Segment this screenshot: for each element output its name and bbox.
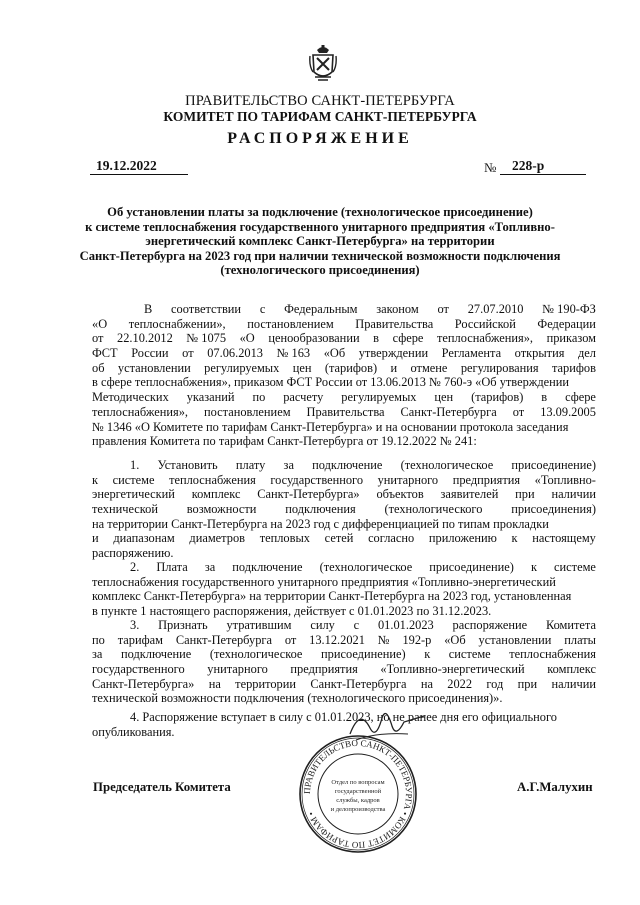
text-word: предприятия [290,662,358,677]
text-word: платы [564,632,596,647]
text-word: согласно [368,531,415,546]
text-word: 13.09.2005 [540,404,596,419]
subject-line: (технологического присоединения) [220,263,420,278]
text-word: плату [235,458,266,472]
text-word: 4. Распоряжение вступает в силу с 01.01.2023, но не ранее дня его официального [130,710,557,724]
text-word: Комитета [545,618,596,632]
text-word: системе [112,472,155,487]
text-word: в пункте 1 настоящего распоряжения, действует с 01.01.2023 по 31.12.2023. [92,604,492,619]
text-word: к [92,472,99,487]
text-word: № 190-ФЗ [542,302,596,316]
text-line [92,317,596,332]
text-word: силу [310,618,335,632]
text-word: 13.12.2021 [309,632,365,647]
document-subject [0,205,640,278]
text-word: на [208,676,221,691]
text-line [92,517,596,532]
committee-title: КОМИТЕТ ПО ТАРИФАМ САНКТ-ПЕТЕРБУРГА [163,109,477,124]
text-word: об [92,360,105,375]
text-word: утверждении [358,346,429,361]
text-word: присоединение) [511,458,596,472]
text-word: в сфере теплоснабжения», приказом ФСТ России от 13.06.2013 № 760-э «Об утверждении [92,375,570,390]
text-word: дел [578,346,596,361]
text-word: год [486,676,504,691]
text-word: № 1075 [186,331,227,346]
text-line [92,531,596,546]
text-word: государственного [92,662,185,677]
text-word: Российской [454,316,516,331]
text-word: ФСТ [92,346,118,361]
text-word: по [92,632,105,647]
text-line [92,420,596,435]
text-line [92,589,596,604]
text-word: ценообразовании [268,331,360,346]
text-line [92,434,596,449]
text-word: унитарного [207,662,268,677]
text-line [92,346,596,361]
text-word: территории [235,676,296,691]
text-word: регулируемых [341,390,417,405]
text-word: теплоснабжения [509,647,596,662]
text-word: расчету [283,390,324,405]
text-word: 01.01.2023 [377,618,434,632]
text-word: подключение [120,647,192,662]
text-word: Санкт-Петербурга» [257,487,360,502]
text-word: «Топливно- [534,472,596,487]
text-word: с [259,302,266,316]
subject-line: Об установлении платы за подключение (технологическое присоединение) [107,205,533,219]
text-word: «О [239,331,255,346]
text-word: к [424,647,431,662]
text-word: в [373,331,379,346]
text-word: регулируемых [204,360,280,375]
text-word: соответствии [171,302,242,316]
official-stamp [296,732,420,856]
text-word: 1. [130,458,140,472]
text-word: унитарного [377,472,439,487]
text-word: подключение [312,458,383,472]
text-word: подключения [285,502,356,517]
text-word: Признать [158,618,208,632]
government-title: ПРАВИТЕЛЬСТВО САНКТ-ПЕТЕРБУРГА [185,93,455,109]
text-word: Санкт-Петербурга [310,676,407,691]
text-word: системе [554,560,596,574]
text-word: тарифов [551,360,596,375]
text-word: законом [376,302,419,316]
text-word: к [530,560,537,574]
text-word: опубликования. [92,724,175,739]
number-sign: № [484,160,497,175]
signatory-name: А.Г.Малухин [517,780,593,794]
text-word: Установить [157,458,218,472]
text-word: Правительства [355,316,434,331]
text-word: Плата [156,560,188,574]
text-word: «Об [323,346,346,361]
text-word: на территории Санкт-Петербурга на 2023 год с дифференциацией по типам прокладки [92,516,549,531]
text-word: 27.07.2010 [467,302,524,316]
text-word: приложению [428,531,497,546]
text-line [92,575,596,590]
text-word: от [182,346,194,361]
paragraph-item-1 [92,458,596,561]
text-word: постановлением [247,316,334,331]
text-word: технической [92,502,158,517]
text-word: с [353,618,360,632]
text-word: системе [448,647,491,662]
document-number: 228-р [500,158,586,175]
text-word: утратившим [226,618,292,632]
text-word: в [541,390,548,405]
text-word: 192-р [402,632,432,647]
text-word: наличии [551,676,596,691]
stamp-inner-line: Отдел по вопросам [331,779,385,786]
text-word: при [515,487,535,502]
text-word: сфере [565,390,596,405]
text-word: «Топливно-энергетический [380,662,525,677]
text-line [92,405,596,420]
text-word: Правительства [306,404,385,419]
text-word: по [252,390,266,405]
text-word: № [377,632,390,647]
text-word: Федерации [537,316,596,331]
text-word: распоряжению. [92,546,174,561]
subject-line: Санкт-Петербурга на 2023 год при наличии технической возможности подключения [79,248,561,263]
text-word: Федеральным [284,302,358,316]
text-word: от [437,302,449,316]
text-word: государственного [270,472,364,487]
text-word: теплоснабжения», [92,404,189,419]
text-word: «О [92,316,108,331]
text-word: комплекс [547,662,596,677]
text-word: присоединение) [429,560,514,574]
signatory-position: Председатель Комитета [93,780,231,794]
text-word: «Об [444,632,466,647]
text-word: отмене [410,360,448,375]
text-line [92,361,596,376]
document-date: 19.12.2022 [90,158,188,175]
text-word: на [420,676,433,691]
text-line [92,487,596,502]
text-word: 2022 [447,676,473,691]
text-word: объектов [376,487,424,502]
text-word: настоящему [532,531,596,546]
paragraph-item-2 [92,560,596,619]
text-line [92,677,596,692]
stamp-inner-line: государственной [334,788,382,795]
text-word: тарифам [117,632,163,647]
text-word: Санкт-Петербурга» [92,676,195,691]
text-line [92,375,596,390]
text-word: 2. [130,560,140,574]
text-word: к [511,531,518,546]
text-word: (тарифов) [471,390,524,405]
document-type: РАСПОРЯЖЕНИЕ [227,130,413,147]
text-word: (тарифов) [324,360,378,375]
text-word: (технологического [384,502,483,517]
text-word: России [131,346,169,361]
text-word: Методических [92,390,169,405]
text-word: указаний [186,390,235,405]
text-line [92,458,596,473]
stamp-ring-text: ПРАВИТЕЛЬСТВО САНКТ-ПЕТЕРБУРГА • КОМИТЕТ ПО ТАРИФАМ • [301,737,415,851]
text-word: сетей [324,531,354,546]
text-line [92,618,596,633]
text-word: теплоснабжения [169,472,256,487]
text-line [92,647,596,662]
text-line [92,604,596,619]
text-word: постановлением [204,404,291,419]
text-word: цен [434,390,454,405]
text-line [92,473,596,488]
text-word: (технологическое [319,560,413,574]
text-word: присоединение) [321,647,406,662]
text-line [92,546,596,561]
text-word: открытия [514,346,565,361]
text-word: Регламента [441,346,502,361]
text-line [92,691,596,706]
text-word: при [517,676,538,691]
text-word: комплекс [191,487,241,502]
text-word: за [283,458,294,472]
text-word: распоряжение [452,618,528,632]
text-word: от [284,632,297,647]
text-line [92,633,596,648]
text-word: регулирования [460,360,539,375]
text-word: возможности [186,502,257,517]
subject-line: к системе теплоснабжения государственного унитарного предприятия «Топливно- [85,219,555,234]
text-word: тепловых [259,531,310,546]
text-word: цен [292,360,312,375]
text-word: 22.10.2012 [117,331,173,346]
text-word: технической возможности подключения (технологического присоединения)». [92,691,503,706]
text-word: от [92,331,104,346]
text-word: приказом [546,331,596,346]
text-word: (технологическое [209,647,303,662]
text-word: комплекс Санкт-Петербурга» на территории Санкт-Петербурга на 2023 год, установленная [92,589,572,604]
text-word: предприятия [452,472,521,487]
text-word: энергетический [92,487,175,502]
text-word: сфере [392,331,424,346]
text-word: диапазонам [113,531,175,546]
text-word: теплоснабжении», [128,316,226,331]
text-word: № 163 [276,346,311,361]
text-word: установлении [478,632,552,647]
text-word: за [92,647,103,662]
text-line [92,390,596,405]
text-word: Санкт-Петербурга [175,632,272,647]
stamp-inner-line: службы, кадров [336,797,380,804]
text-word: № 1346 «О Комитете по тарифам Санкт-Петербурга» и на основании протокола заседания [92,419,569,434]
text-word: (технологическое [400,458,494,472]
text-line [92,502,596,517]
text-word: за [204,560,216,574]
text-line [92,560,596,575]
text-word: и [390,360,398,375]
text-word: 3. [130,618,140,632]
coat-of-arms-icon [309,44,337,84]
paragraph-preamble [92,302,596,449]
text-line [92,710,596,725]
text-word: В [144,302,153,316]
text-word: правления Комитета по тарифам Санкт-Петербурга от 19.12.2022 № 241: [92,434,477,449]
text-word: теплоснабжения государственного унитарного предприятия «Топливно-энергетический [92,574,556,589]
text-word: от [512,404,525,419]
text-word: диаметров [189,531,245,546]
text-word: 07.06.2013 [207,346,263,361]
text-line [92,662,596,677]
text-word: установлении [117,360,191,375]
text-word: наличии [551,487,596,502]
text-word: и [92,531,99,546]
text-word: Санкт-Петербурга [400,404,497,419]
paragraph-item-3 [92,618,596,706]
text-word: заявителей [440,487,499,502]
text-line [92,331,596,346]
text-word: присоединения) [511,502,596,517]
text-line [92,302,596,317]
text-word: подключение [232,560,303,574]
text-word: теплоснабжения», [437,331,534,346]
subject-line: энергетический комплекс Санкт-Петербурга» на территории [145,234,495,249]
stamp-inner-line: и делопроизводства [330,806,386,813]
